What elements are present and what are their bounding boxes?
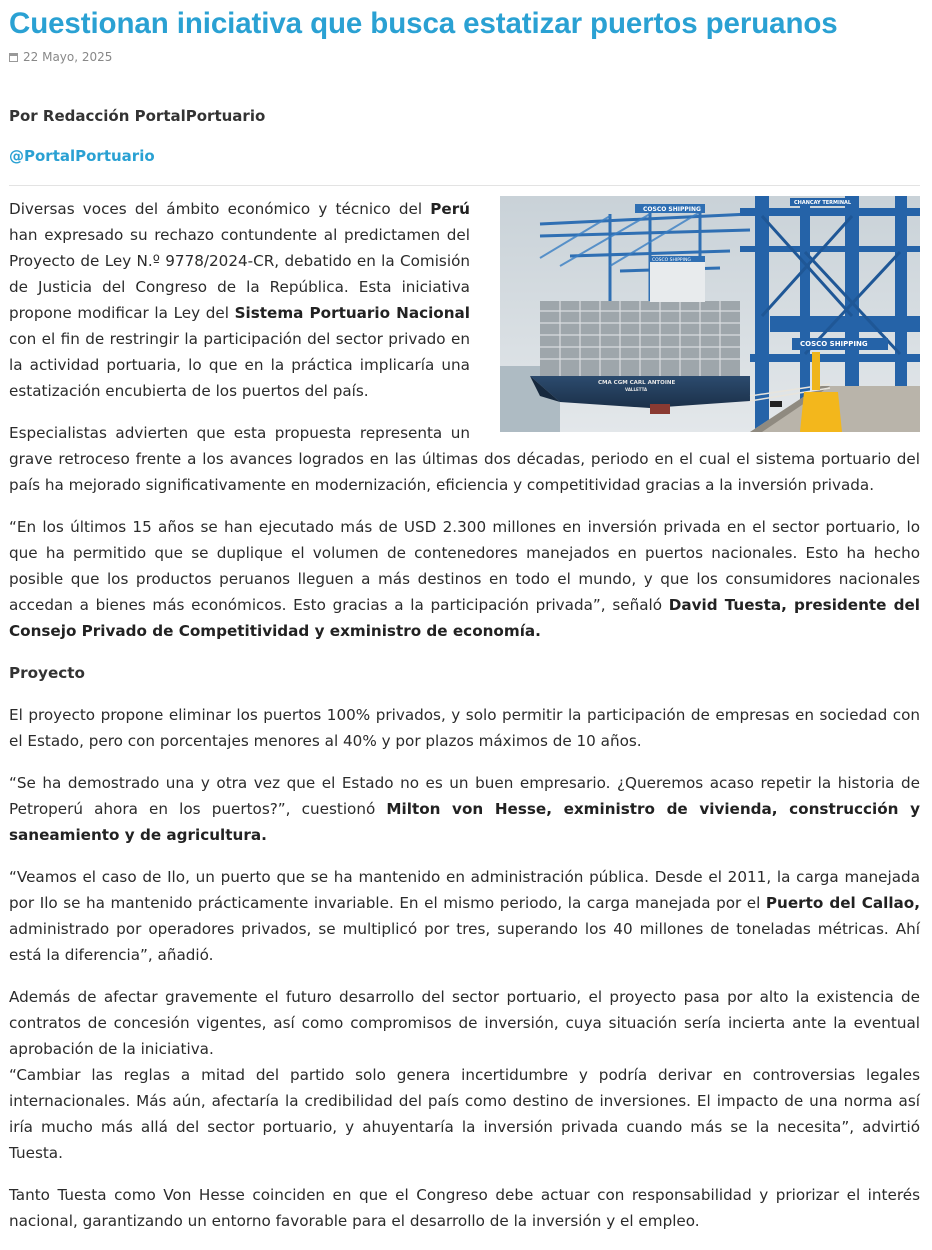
divider [9,185,920,186]
calendar-icon [9,53,18,62]
article-date [9,48,112,66]
article-title: Cuestionan iniciativa que busca estatizar puertos peruanos [9,7,838,40]
paragraph-5: “Se ha demostrado una y otra vez que el Estado no es un buen empresario. ¿Queremos acaso repetir la historia de Petroperú ahora en los puertos?”, cuestionó Milton von Hesse, exministro de vivienda, construcción y saneamiento y de agricultura. [9,774,920,844]
port-ship-photo [500,196,920,432]
paragraph-7: Además de afectar gravemente el futuro desarrollo del sector portuario, el proyecto pasa por alto la existencia de contratos de concesión vigentes, así como compromisos de inversión, cuya situación sería incierta ante la eventual aprobación de la iniciativa. [9,988,920,1058]
gantry-sign: COSCO SHIPPING [800,340,868,348]
section-heading: Proyecto [9,664,85,682]
byline: Por Redacción PortalPortuario [9,107,266,125]
paragraph-8: “Cambiar las reglas a mitad del partido solo genera incertidumbre y podría derivar en controversias legales internacionales. Más aún, afectaría la credibilidad del país como destino de inversiones. El impacto de una norma así iría mucho más allá del sector portuario, y ahuyentaría la inversión privada cuando más se la necesita”, advirtió Tuesta. [9,1066,920,1162]
ship-port: VALLETTA [625,387,648,392]
paragraph-3: “En los últimos 15 años se han ejecutado más de USD 2.300 millones en inversión privada en el sector portuario, lo que ha permitido que se duplique el volumen de contenedores manejados en puertos nacionales. Esto ha hecho posible que los productos peruanos lleguen a más destinos en todo el mundo, y que los consumidores nacionales accedan a bienes más económicos. Esto gracias a la participación privada”, señaló David Tuesta, presidente del Consejo Privado de Competitividad y exministro de economía. [9,518,920,640]
paragraph-1: Diversas voces del ámbito económico y técnico del Perú han expresado su rechazo contundente al predictamen del Proyecto de Ley N.º 9778/2024-CR, debatido en la Comisión de Justicia del Congreso de la República. Esta iniciativa propone modificar la Ley del Sistema Portuario Nacional con el fin de restringir la participación del sector privado en la actividad portuaria, lo que en la práctica implicaría una estatización encubierta de los puertos del país. [9,200,470,400]
crane-sign-top: COSCO SHIPPING [643,206,701,213]
ship-name: CMA CGM CARL ANTOINE [598,380,676,386]
paragraph-9: Tanto Tuesta como Von Hesse coinciden en que el Congreso debe actuar con responsabilidad y priorizar el interés nacional, garantizando un entorno favorable para el desarrollo de la inversión y el empleo. [9,1186,920,1230]
paragraph-6: “Veamos el caso de Ilo, un puerto que se ha mantenido en administración pública. Desde el 2011, la carga manejada por Ilo se ha mantenido prácticamente invariable. En el mismo periodo, la carga manejada por el Puerto del Callao, administrado por operadores privados, se multiplicó por tres, superando los 40 millones de toneladas métricas. Ahí está la diferencia”, añadió. [9,868,920,964]
terminal-sign: CHANCAY TERMINAL [794,200,852,206]
twitter-handle-link[interactable]: @PortalPortuario [9,147,155,165]
article-body [9,196,920,1250]
paragraph-4: El proyecto propone eliminar los puertos 100% privados, y solo permitir la participación de empresas en sociedad con el Estado, pero con porcentajes menores al 40% y por plazos máximos de 10 años. [9,706,920,750]
date-text: 22 Mayo, 2025 [23,50,113,64]
crane-sign-mid: COSCO SHIPPING [652,258,691,263]
paragraph-2: Especialistas advierten que esta propuesta representa un grave retroceso frente a los avances logrados en las últimas dos décadas, periodo en el cual el sistema portuario del país ha mejorado significativamente en modernización, eficiencia y competitividad gracias a la inversión privada. [9,424,920,494]
